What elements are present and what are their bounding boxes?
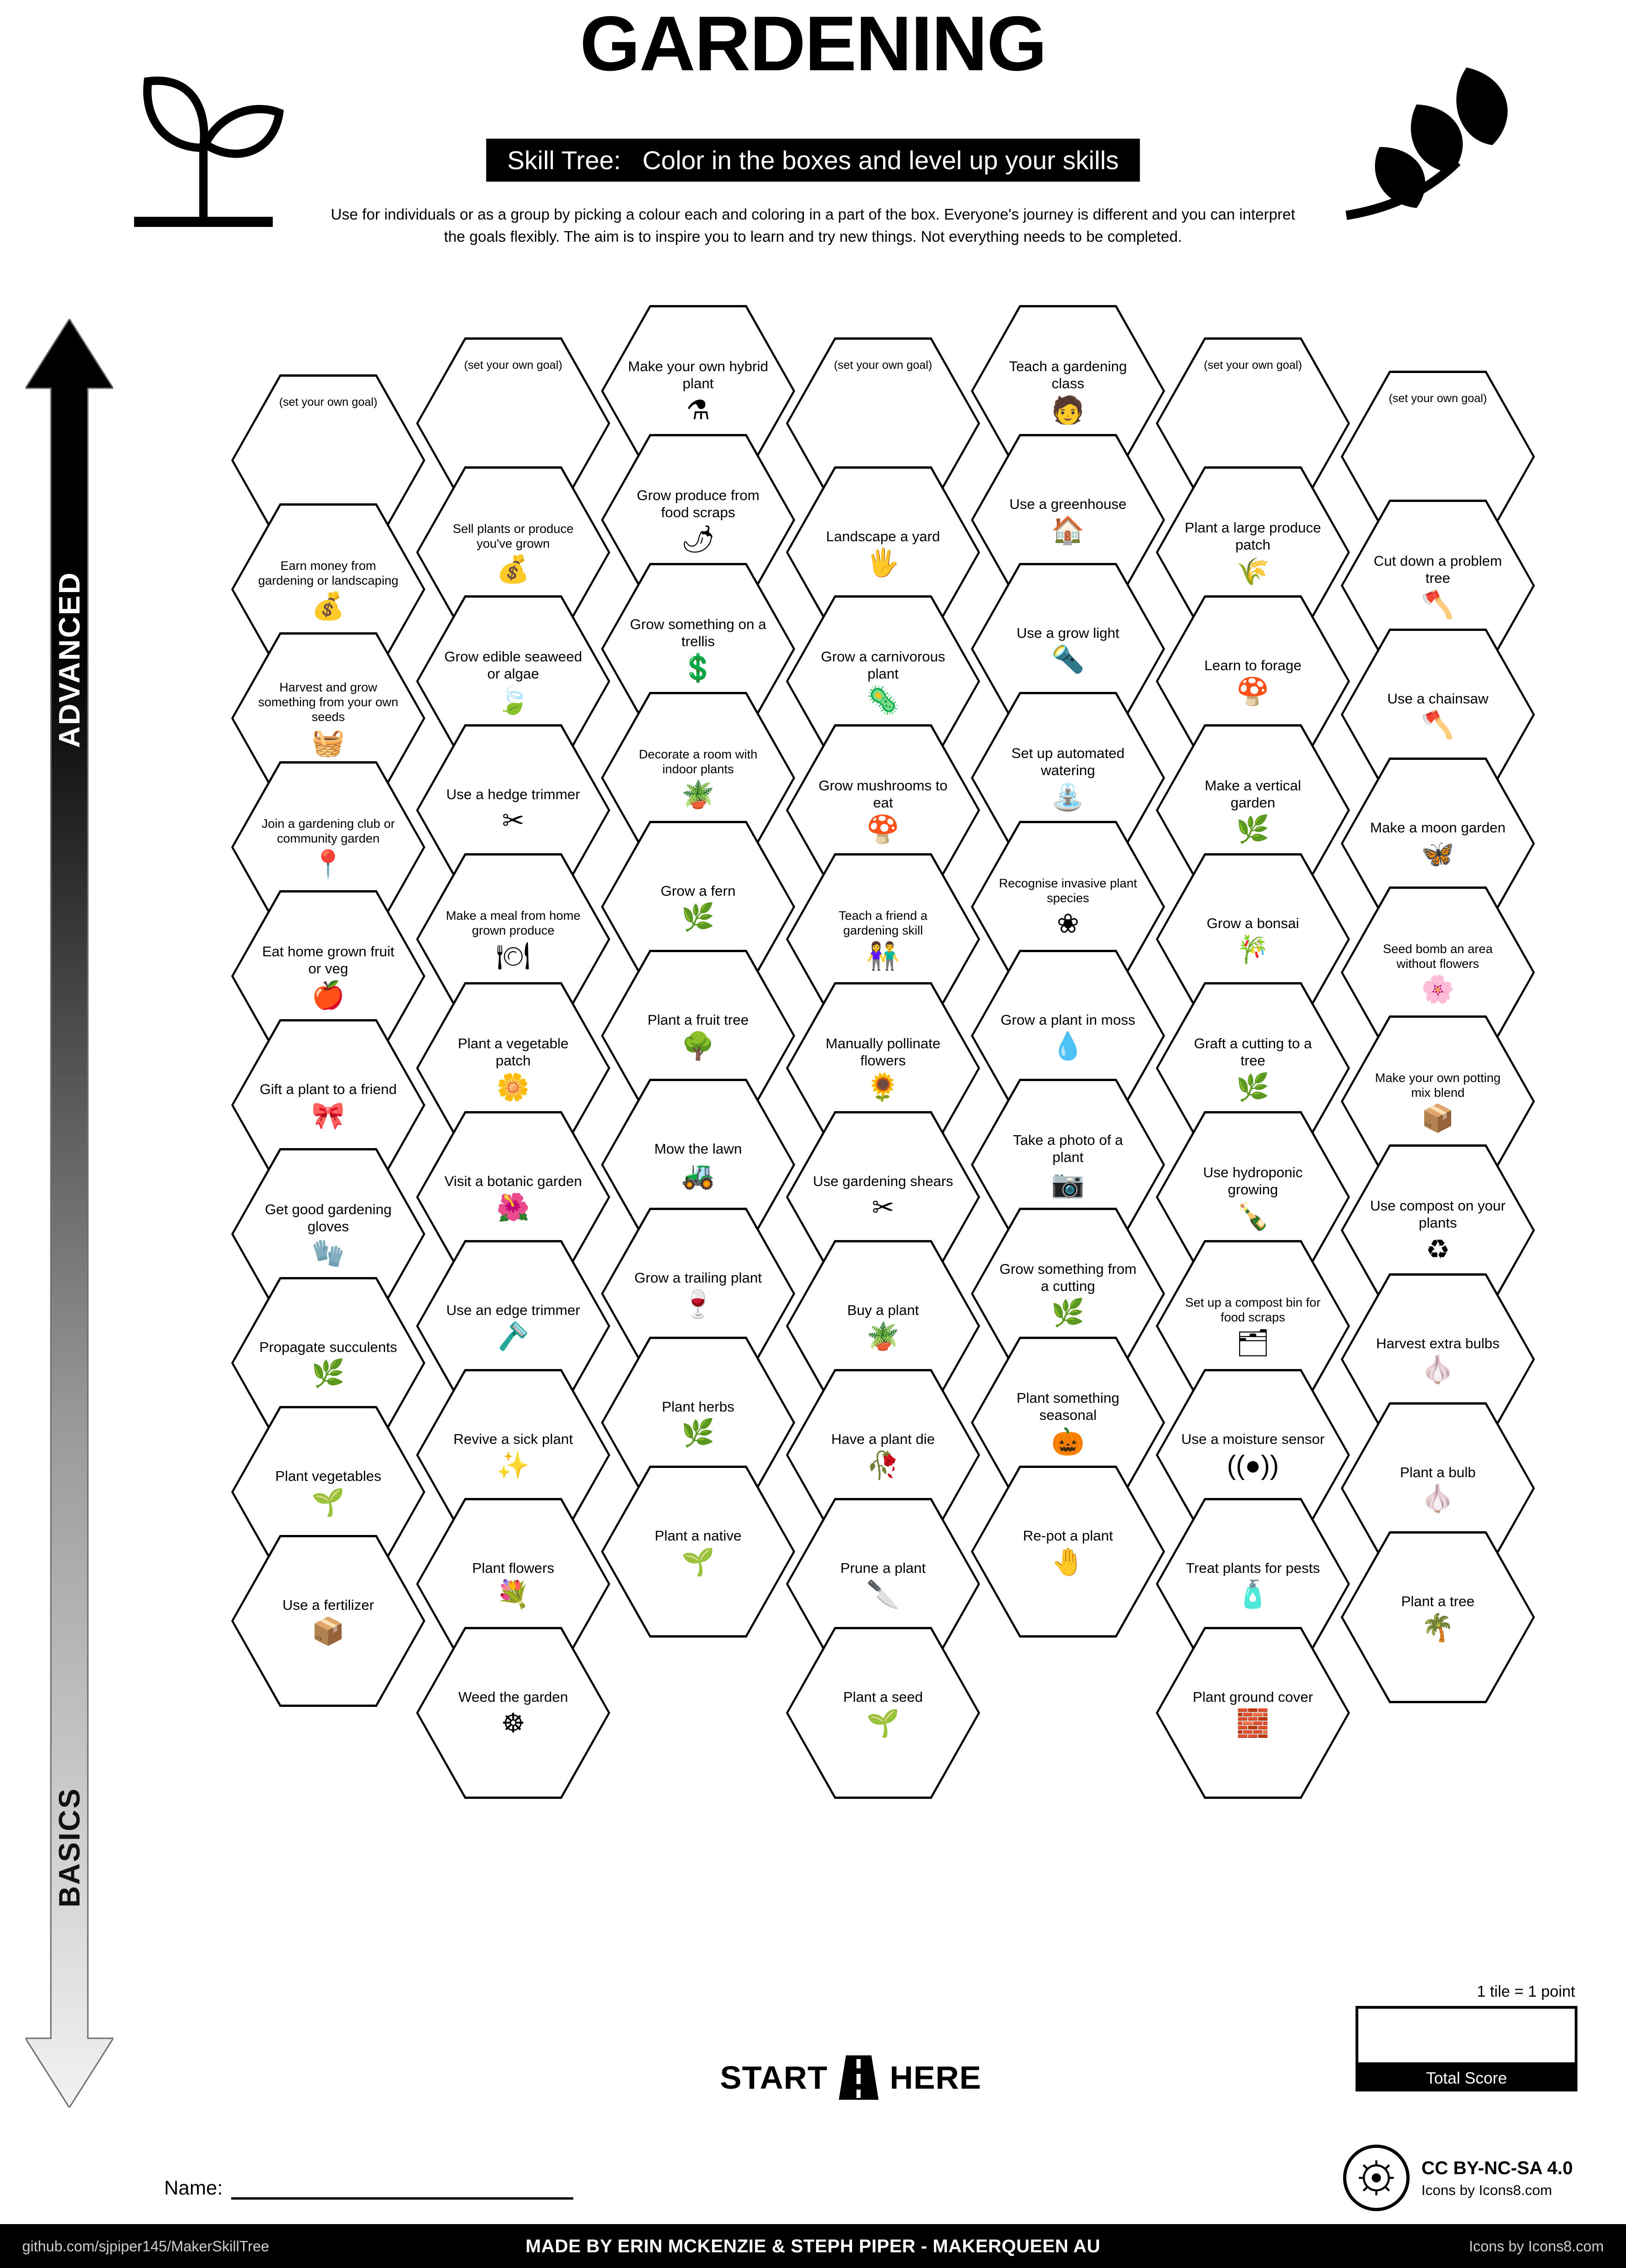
seed-tray-icon: 🧺 xyxy=(311,727,345,758)
skill-tile[interactable] xyxy=(1156,1627,1350,1799)
skill-tile-label: Recognise invasive plant species xyxy=(999,876,1137,905)
skill-tile[interactable] xyxy=(786,1627,980,1799)
landscape-hand-icon: 🖐 xyxy=(866,548,900,578)
total-score-input[interactable] xyxy=(1356,2006,1577,2065)
skill-tile-label: Plant a large produce patch xyxy=(1184,520,1321,553)
sprinkler-icon: ⛲ xyxy=(1051,782,1085,812)
skill-tile-label: Have a plant die xyxy=(831,1430,935,1447)
garlic-bulb-icon: 🧄 xyxy=(1421,1484,1455,1514)
hex-content xyxy=(1341,1531,1535,1703)
seed-bomb-icon: 🌸 xyxy=(1421,974,1455,1004)
skill-tile-label: Seed bomb an area without flowers xyxy=(1383,942,1493,971)
hybrid-plant-icon: ⚗ xyxy=(686,395,710,425)
flower-pot-icon: 💐 xyxy=(496,1579,530,1610)
repot-icon: 🤚 xyxy=(1051,1547,1085,1577)
pollinate-icon: 🌻 xyxy=(866,1072,900,1102)
ground-cover-icon: 🧱 xyxy=(1236,1708,1270,1739)
footer-link[interactable]: github.com/sjpiper145/MakerSkillTree xyxy=(22,2238,270,2255)
name-field-row[interactable] xyxy=(164,2177,573,2200)
teaching-board-icon: 🧑 xyxy=(1051,395,1085,425)
trailing-plant-icon: 🍷 xyxy=(681,1289,715,1320)
potted-plant-icon: 🪴 xyxy=(866,1321,900,1352)
skill-tile-label: Use a greenhouse xyxy=(1009,495,1127,512)
total-score-label: Total Score xyxy=(1356,2065,1577,2091)
skill-tile-label: Revive a sick plant xyxy=(453,1430,573,1447)
skill-tile-label: Graft a cutting to a tree xyxy=(1194,1035,1312,1069)
skill-tile-label: Use a moisture sensor xyxy=(1181,1430,1325,1447)
chainsaw-icon: 🪓 xyxy=(1421,589,1455,620)
axis-label-advanced: ADVANCED xyxy=(53,571,86,748)
meal-icon: 🍽 xyxy=(496,941,530,971)
seaweed-icon: 🍃 xyxy=(496,685,530,715)
license-text xyxy=(1422,2156,1573,2200)
skill-tile-label: Teach a friend a gardening skill xyxy=(838,909,928,937)
moisture-sensor-icon: ((●)) xyxy=(1227,1450,1279,1481)
skill-tile-label: Make a vertical garden xyxy=(1204,777,1301,811)
skill-tile-label: Cut down a problem tree xyxy=(1374,553,1502,586)
sprout-leaves-icon: 🌱 xyxy=(311,1487,345,1518)
skill-tile-label: Make a meal from home grown produce xyxy=(446,909,581,937)
fruit-tree-icon: 🌳 xyxy=(681,1031,715,1062)
camera-icon: 📷 xyxy=(1051,1168,1085,1199)
instructions-text: Use for individuals or as a group by picking a colour each and coloring in a part of the box. Everyone's journey is different and you can interpret the goals flexibly. The aim is to inspire you to learn and try new things. Not everything needs to be completed. xyxy=(331,206,1295,245)
money-bag-icon: 💰 xyxy=(496,554,530,584)
money-bag-icon: 💰 xyxy=(311,591,345,621)
skill-tile[interactable] xyxy=(971,1466,1165,1638)
skill-tile-label: Plant a native xyxy=(655,1527,742,1544)
skill-tile-label: Landscape a yard xyxy=(826,528,940,544)
hydroponic-icon: 🍾 xyxy=(1236,1201,1270,1231)
skill-tile-label: Make a moon garden xyxy=(1370,819,1506,836)
pruner-icon: 🔪 xyxy=(866,1579,900,1610)
mushroom-forage-icon: 🍄 xyxy=(1236,677,1270,707)
succulent-icon: 🌿 xyxy=(311,1358,345,1389)
skill-tile-label: Make your own hybrid plant xyxy=(628,358,768,391)
skill-tile-label: Eat home grown fruit or veg xyxy=(262,943,395,977)
skill-tile-label: Harvest extra bulbs xyxy=(1376,1335,1500,1351)
start-here-marker xyxy=(666,2052,1036,2103)
shears-icon: ✂ xyxy=(871,1192,895,1223)
teach-friend-icon: 👫 xyxy=(866,941,900,971)
footer-icons-credit: Icons by Icons8.com xyxy=(1469,2238,1604,2255)
skill-tile-label: Use an edge trimmer xyxy=(446,1302,580,1318)
compost-bin-icon: 🗂 xyxy=(1236,1327,1270,1358)
skill-tile-label: Prune a plant xyxy=(840,1559,926,1576)
pumpkin-icon: 🎃 xyxy=(1051,1426,1085,1457)
skill-tile-label: Treat plants for pests xyxy=(1185,1559,1320,1576)
skill-tile-label: Plant vegetables xyxy=(275,1467,381,1484)
hedge-trimmer-icon: ✂ xyxy=(502,806,525,836)
dead-plant-icon: 🥀 xyxy=(866,1450,900,1481)
skill-tile-label: Take a photo of a plant xyxy=(1013,1132,1123,1165)
skill-tile-label: Grow a trailing plant xyxy=(634,1269,762,1286)
chainsaw-icon: 🪓 xyxy=(1421,710,1455,740)
skill-tile-label: Re-pot a plant xyxy=(1023,1527,1113,1544)
skill-tile-label: Grow something on a trellis xyxy=(630,616,767,649)
grow-light-icon: 🔦 xyxy=(1051,644,1085,675)
license-title: CC BY-NC-SA 4.0 xyxy=(1421,2158,1573,2179)
compost-icon: ♻ xyxy=(1426,1234,1450,1265)
edge-trimmer-icon: 🪒 xyxy=(496,1321,530,1352)
subtitle-banner xyxy=(486,139,1140,182)
skill-tile-label: Plant a vegetable patch xyxy=(458,1035,569,1069)
name-label: Name: xyxy=(164,2177,223,2199)
vertical-garden-icon: 🌿 xyxy=(1236,814,1270,844)
skill-tile[interactable] xyxy=(416,1627,610,1799)
pest-spray-icon: 🧴 xyxy=(1236,1579,1270,1610)
header xyxy=(0,0,1626,277)
carnivorous-plant-icon: 🦠 xyxy=(866,685,900,715)
skill-tile-label: Grow a bonsai xyxy=(1207,915,1299,931)
here-word: HERE xyxy=(890,2060,982,2096)
skill-tile-label: Grow something from a cutting xyxy=(999,1261,1137,1294)
skill-tile-label: Grow produce from food scraps xyxy=(637,487,760,520)
road-icon xyxy=(839,2055,878,2100)
skill-tile-label: Decorate a room with indoor plants xyxy=(638,747,758,776)
revive-plant-icon: ✨ xyxy=(496,1450,530,1481)
score-note: 1 tile = 1 point xyxy=(1477,1983,1575,2000)
moth-icon: 🦋 xyxy=(1421,839,1455,869)
gloves-icon: 🧤 xyxy=(311,1238,345,1268)
axis-label-basics: BASICS xyxy=(53,1787,86,1907)
graft-icon: 🌿 xyxy=(1236,1072,1270,1102)
hex-content xyxy=(786,1627,980,1799)
skill-tile-label: Earn money from gardening or landscaping xyxy=(258,559,399,587)
hex-content xyxy=(971,1466,1165,1638)
skill-tile-label: (set your own goal) xyxy=(834,359,933,372)
skill-tile[interactable] xyxy=(601,1466,795,1638)
skill-tile-label: Propagate succulents xyxy=(259,1339,398,1355)
name-input[interactable] xyxy=(231,2179,573,2200)
skill-tile-label: Use a hedge trimmer xyxy=(446,786,580,802)
skill-tile-label: Use a chainsaw xyxy=(1387,690,1489,707)
skill-tile-label: Gift a plant to a friend xyxy=(259,1081,397,1097)
skill-tile-label: Visit a botanic garden xyxy=(444,1173,582,1189)
lawnmower-icon: 🚜 xyxy=(681,1160,715,1191)
bulbs-icon: 🧄 xyxy=(1421,1355,1455,1385)
subtitle-text: Color in the boxes and level up your skills xyxy=(642,146,1119,175)
skill-tile-label: Grow edible seaweed or algae xyxy=(444,648,583,682)
mushroom-icon: 🍄 xyxy=(866,814,900,844)
skill-tile-label: (set your own goal) xyxy=(464,359,563,372)
weed-icon: ☸ xyxy=(501,1708,525,1739)
subtitle-label: Skill Tree: xyxy=(507,146,621,175)
footer-credit: MADE BY ERIN MCKENZIE & STEPH PIPER - MAKERQUEEN AU xyxy=(525,2236,1101,2256)
skill-tile-label: Plant a bulb xyxy=(1400,1464,1476,1480)
location-pin-icon: 📍 xyxy=(311,849,345,879)
skill-tile-label: Manually pollinate flowers xyxy=(825,1035,941,1069)
skill-tile-label: Sell plants or produce you've grown xyxy=(453,522,574,550)
vegetable-icon: 🌼 xyxy=(496,1072,530,1102)
skill-tile-label: Join a gardening club or community garden xyxy=(261,817,395,845)
skill-tree-grid xyxy=(0,277,1626,2034)
skill-tile[interactable] xyxy=(1341,1531,1535,1703)
indoor-plant-icon: 🪴 xyxy=(681,779,715,810)
greenhouse-icon: 🏠 xyxy=(1051,515,1085,546)
seedling-decoration-icon xyxy=(106,55,301,240)
fern-icon: 🌿 xyxy=(681,902,715,933)
license-block xyxy=(1343,2145,1573,2211)
fruit-basket-icon: 🍎 xyxy=(311,980,345,1010)
skill-tile-label: Grow mushrooms to eat xyxy=(818,777,948,811)
skill-tile-label: Get good gardening gloves xyxy=(264,1201,392,1235)
skill-tile-label: Plant a fruit tree xyxy=(647,1011,749,1028)
skill-tile-label: (set your own goal) xyxy=(1388,392,1487,405)
skill-tile-label: Plant a tree xyxy=(1401,1593,1475,1609)
skill-tile-label: Use gardening shears xyxy=(813,1173,953,1189)
skill-tile-label: Plant flowers xyxy=(472,1559,554,1576)
trellis-icon: 💲 xyxy=(681,653,715,683)
skill-tile[interactable] xyxy=(231,1535,425,1707)
gift-plant-icon: 🎀 xyxy=(311,1100,345,1131)
bonsai-icon: 🎋 xyxy=(1236,935,1270,965)
invasive-plant-icon: ❀ xyxy=(1056,908,1080,939)
food-scraps-icon: 🌶 xyxy=(681,524,715,554)
footer xyxy=(0,2224,1626,2268)
skill-tile-label: Plant something seasonal xyxy=(1016,1390,1120,1423)
hex-content xyxy=(601,1466,795,1638)
skill-tile-label: (set your own goal) xyxy=(1203,359,1302,372)
start-word: START xyxy=(720,2060,828,2096)
skill-tile-label: Grow a carnivorous plant xyxy=(821,648,945,682)
moss-ball-icon: 💧 xyxy=(1051,1031,1085,1062)
garden-bed-icon: 🌺 xyxy=(496,1192,530,1223)
skill-tile-label: Weed the garden xyxy=(458,1688,568,1705)
skill-tile-label: Mow the lawn xyxy=(654,1140,742,1157)
hex-content xyxy=(231,1535,425,1707)
hex-content xyxy=(416,1627,610,1799)
skill-tile-label: Harvest and grow something from your own seeds xyxy=(258,680,399,724)
skill-tile-label: Plant ground cover xyxy=(1192,1688,1313,1705)
page-title: GARDENING xyxy=(580,0,1046,87)
skill-tile-label: Plant a seed xyxy=(843,1688,923,1705)
skill-tile-label: Buy a plant xyxy=(847,1302,919,1318)
cutting-icon: 🌿 xyxy=(1051,1297,1085,1328)
skill-tile-label: Use compost on your plants xyxy=(1370,1198,1506,1231)
tree-icon: 🌴 xyxy=(1421,1613,1455,1643)
skill-tile-label: Make your own potting mix blend xyxy=(1375,1071,1501,1100)
skill-tile-label: Set up a compost bin for food scraps xyxy=(1185,1296,1321,1324)
skill-tile-label: Grow a fern xyxy=(661,882,736,899)
skill-tile-label: Plant herbs xyxy=(662,1398,735,1415)
fertilizer-bag-icon: 📦 xyxy=(311,1616,345,1647)
native-plant-icon: 🌱 xyxy=(681,1547,715,1577)
hex-content xyxy=(1156,1627,1350,1799)
total-score-box[interactable] xyxy=(1356,2006,1577,2091)
skill-tile-label: Use a fertilizer xyxy=(282,1596,374,1613)
potting-mix-icon: 📦 xyxy=(1421,1103,1455,1133)
skill-tile-label: Learn to forage xyxy=(1204,657,1302,673)
license-credit: Icons by Icons8.com xyxy=(1421,2182,1552,2199)
skill-tile-label: Use a grow light xyxy=(1016,624,1120,641)
herbs-icon: 🌿 xyxy=(681,1418,715,1449)
skill-tile-label: (set your own goal) xyxy=(279,396,378,409)
produce-patch-icon: 🌾 xyxy=(1236,556,1270,587)
seedling-icon: 🌱 xyxy=(866,1708,900,1739)
skill-tile-label: Teach a gardening class xyxy=(1009,358,1127,391)
skill-tile-label: Use hydroponic growing xyxy=(1203,1164,1303,1198)
skill-tile-label: Set up automated watering xyxy=(1011,745,1125,778)
cc-badge-icon xyxy=(1343,2145,1410,2211)
skill-tile-label: Grow a plant in moss xyxy=(1000,1011,1135,1028)
